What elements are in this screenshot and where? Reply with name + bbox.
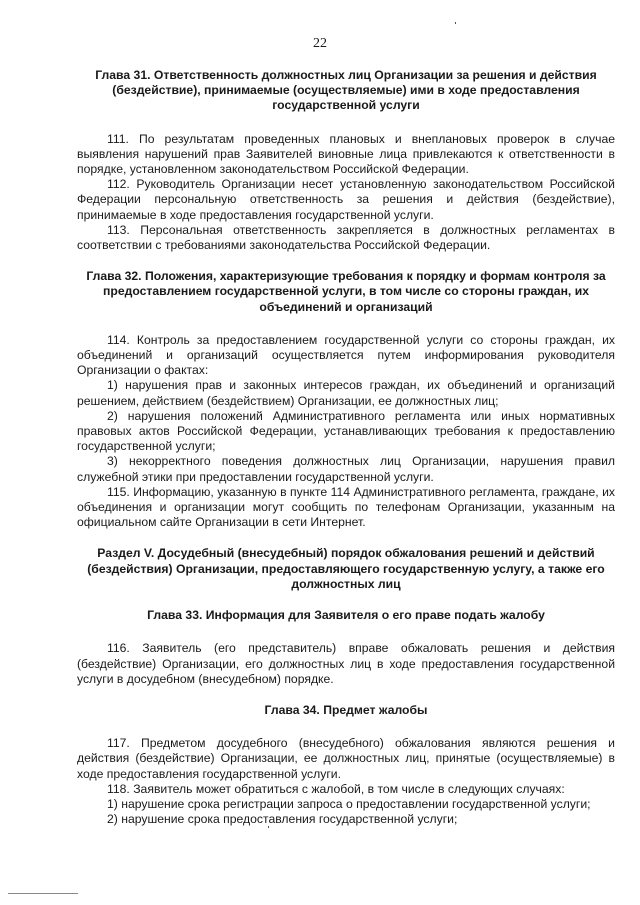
chapter-31-heading: Глава 31. Ответственность должностных лиц Организации за решения и действия (бездействие), принимаемые (осуществляемые) ими в ходе предоставления государственной услуги xyxy=(95,68,597,113)
paragraph-113: 113. Персональная ответственность закрепляется в должностных регламентах в соответствии с требованиями законодательства Российской Федерации. xyxy=(77,222,615,253)
paragraph-112: 112. Руководитель Организации несет установленную законодательством Российской Федерации персональную ответственность за решения и действия (бездействие), принимаемые в ходе предоставления государственной услуги. xyxy=(77,177,615,222)
chapter-34-heading: Глава 34. Предмет жалобы xyxy=(264,702,428,717)
scan-mark xyxy=(455,22,456,24)
list-item-118-2: 2) нарушение срока предоставления государственной услуги; xyxy=(107,812,458,827)
scan-mark xyxy=(268,826,269,828)
paragraph-114: 114. Контроль за предоставлением государственной услуги со стороны граждан, их объединений и организаций осуществляется путем информирования руководителя Организации о фактах: xyxy=(77,332,615,378)
paragraph-116: 116. Заявитель (его представитель) вправе обжаловать решения и действия (бездействие) Организации, его должностных лиц в ходе предоставления государственной услуги в досудебном (внесудебном) порядке. xyxy=(77,641,615,686)
chapter-32-heading: Глава 32. Положения, характеризующие требования к порядку и формам контроля за предоставлением государственной услуги, в том числе со стороны граждан, их объединений и организаций xyxy=(86,269,606,314)
chapter-33-heading: Глава 33. Информация для Заявителя о его праве подать жалобу xyxy=(147,608,545,623)
list-item-3: 3) некорректного поведения должностных лиц Организации, нарушения правил служебной этики при предоставлении государственной услуги. xyxy=(77,454,615,484)
list-item-118-1: 1) нарушение срока регистрации запроса о предоставлении государственной услуги; xyxy=(107,796,591,811)
list-item-2: 2) нарушения положений Административного регламента или иных нормативных правовых актов Российской Федерации, устанавливающих требования к предоставлению государственной услуги; xyxy=(77,408,615,454)
section-5-heading: Раздел V. Досудебный (внесудебный) порядок обжалования решений и действий (бездействия) Организации, предоставляющего государственную услугу, а также его должностных лиц xyxy=(87,546,605,591)
paragraph-118: 118. Заявитель может обратиться с жалобой, в том числе в следующих случаях: xyxy=(107,781,565,796)
paragraph-111: 111. По результатам проведенных плановых и внеплановых проверок в случае выявления нарушений прав Заявителей виновные лица привлекаются к ответственности в порядке, установленном законодательством Российской Федерации. xyxy=(77,131,615,177)
paragraph-115: 115. Информацию, указанную в пункте 114 Административного регламента, граждане, их объединения и организации могут сообщить по телефонам Организации, указанным на официальном сайте Организации в сети Интернет. xyxy=(77,484,615,530)
page-number: 22 xyxy=(313,36,327,51)
scan-mark xyxy=(8,893,78,894)
page-content xyxy=(77,68,615,827)
paragraph-117: 117. Предметом досудебного (внесудебного) обжалования являются решения и действия (бездействие) Организации, ее должностных лиц, принятые (осуществляемые) в ходе предоставления государственной услуги. xyxy=(77,736,615,781)
list-item-1: 1) нарушения прав и законных интересов граждан, их объединений и организаций решением, действием (бездействием) Организации, ее должностных лиц; xyxy=(77,378,615,408)
